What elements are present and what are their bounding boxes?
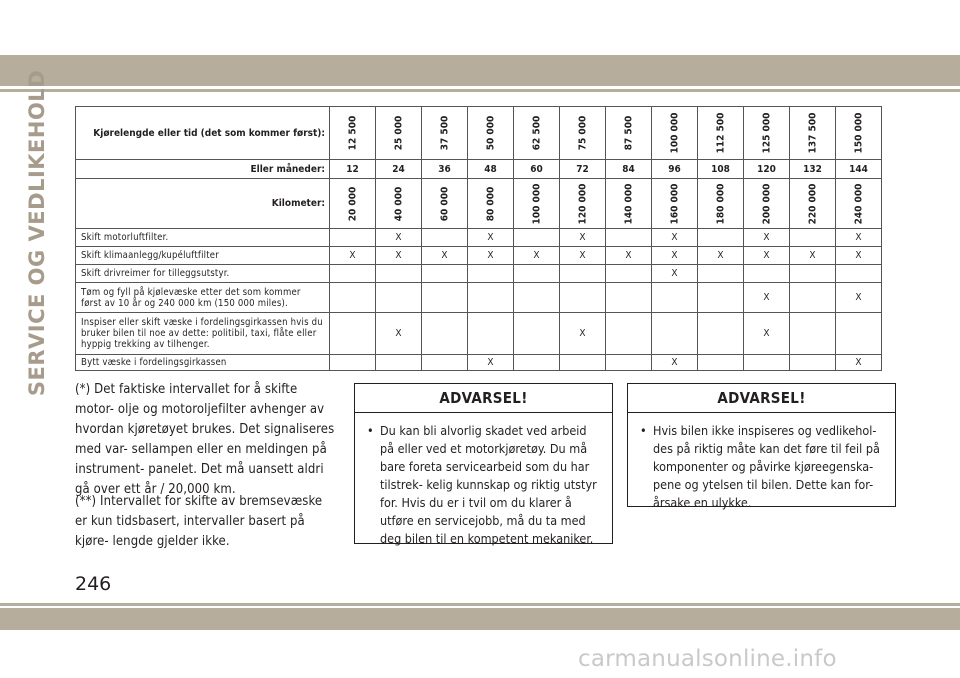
header-rule bbox=[0, 89, 960, 92]
service-mark-cell bbox=[422, 265, 468, 283]
service-mark-cell bbox=[422, 355, 468, 371]
service-mark-cell: X bbox=[422, 247, 468, 265]
service-mark-cell bbox=[698, 265, 744, 283]
section-side-title-text: SERVICE OG VEDLIKEHOLD bbox=[25, 69, 49, 397]
months-value: 72 bbox=[560, 160, 606, 179]
km-header-cell bbox=[468, 179, 514, 229]
footnote-oil-interval: (*) Det faktiske intervallet for å skifte motor- olje og motoroljefilter avhenger av hvordan kjøretøyet brukes. Det signaliseres med var- sellampen eller en meldingen på instrument- panelet. Det må uansett aldri gå over ett år / 20,000 km. bbox=[75, 382, 335, 497]
service-mark-cell bbox=[468, 313, 514, 355]
km-value: 180 000 bbox=[715, 183, 726, 224]
service-mark-cell: X bbox=[744, 283, 790, 313]
odometer-header-cell bbox=[468, 107, 514, 160]
warning-body-2 bbox=[628, 413, 895, 512]
row-label-odometer: Kjørelengde eller tid (det som kommer først): bbox=[76, 107, 330, 160]
km-value: 220 000 bbox=[807, 183, 818, 224]
service-item-label: Tøm og fyll på kjølevæske etter det som kommer først av 10 år og 240 000 km (150 000 miles). bbox=[76, 283, 330, 313]
service-mark-cell bbox=[330, 355, 376, 371]
odometer-value: 137 500 bbox=[807, 112, 818, 154]
km-header-cell bbox=[560, 179, 606, 229]
odometer-header-cell bbox=[514, 107, 560, 160]
service-mark-cell bbox=[514, 355, 560, 371]
km-value: 200 000 bbox=[761, 183, 772, 224]
header-band bbox=[0, 55, 960, 86]
footnote-brake-fluid: (**) Intervallet for skifte av bremsevæske er kun tidsbasert, intervaller basert på kjøre- lengde gjelder ikke. bbox=[75, 494, 323, 549]
service-mark-cell bbox=[560, 265, 606, 283]
row-label-months: Eller måneder: bbox=[76, 160, 330, 179]
months-value: 12 bbox=[330, 160, 376, 179]
odometer-value: 37 500 bbox=[439, 115, 450, 151]
odometer-value: 150 000 bbox=[853, 112, 864, 154]
service-mark-cell bbox=[422, 283, 468, 313]
months-value: 144 bbox=[836, 160, 882, 179]
months-value: 60 bbox=[514, 160, 560, 179]
service-mark-cell bbox=[698, 283, 744, 313]
service-mark-cell: X bbox=[560, 313, 606, 355]
service-mark-cell: X bbox=[836, 229, 882, 247]
service-mark-cell: X bbox=[744, 247, 790, 265]
service-mark-cell bbox=[376, 283, 422, 313]
warning-body-1 bbox=[355, 413, 612, 548]
odometer-value: 75 000 bbox=[577, 115, 588, 151]
odometer-header-cell bbox=[652, 107, 698, 160]
service-mark-cell bbox=[606, 283, 652, 313]
service-mark-cell bbox=[330, 283, 376, 313]
service-item-label: Skift klimaanlegg/kupéluftfilter bbox=[76, 247, 330, 265]
km-value: 140 000 bbox=[623, 183, 634, 224]
table-row bbox=[76, 229, 882, 247]
service-mark-cell bbox=[836, 265, 882, 283]
odometer-value: 12 500 bbox=[347, 115, 358, 151]
table-row-odometer bbox=[76, 107, 882, 160]
bullet-icon: • bbox=[640, 423, 647, 438]
service-mark-cell bbox=[790, 283, 836, 313]
service-mark-cell: X bbox=[836, 247, 882, 265]
odometer-value: 50 000 bbox=[485, 115, 496, 151]
odometer-value: 100 000 bbox=[669, 112, 680, 154]
service-mark-cell bbox=[330, 265, 376, 283]
km-value: 240 000 bbox=[853, 183, 864, 224]
table-row-months bbox=[76, 160, 882, 179]
months-value: 96 bbox=[652, 160, 698, 179]
warning-text-1: Du kan bli alvorlig skadet ved arbeid på eller ved et motorkjøretøy. Du må bare foreta servicearbeid som du har tilstrek- kelig kunnskap og riktig utstyr for. Hvis du er i tvil om du klarer å utføre en servicejobb, må du ta med deg bilen til en kompetent mekaniker. bbox=[380, 423, 597, 546]
service-mark-cell bbox=[422, 313, 468, 355]
odometer-header-cell bbox=[790, 107, 836, 160]
warning-box-1 bbox=[354, 383, 613, 544]
odometer-header-cell bbox=[560, 107, 606, 160]
odometer-header-cell bbox=[744, 107, 790, 160]
service-item-label: Bytt væske i fordelingsgirkassen bbox=[76, 355, 330, 371]
service-mark-cell bbox=[330, 313, 376, 355]
months-value: 84 bbox=[606, 160, 652, 179]
service-mark-cell bbox=[560, 283, 606, 313]
section-side-title bbox=[22, 69, 52, 397]
service-mark-cell bbox=[468, 283, 514, 313]
service-mark-cell: X bbox=[652, 229, 698, 247]
km-header-cell bbox=[330, 179, 376, 229]
service-mark-cell bbox=[606, 355, 652, 371]
service-mark-cell: X bbox=[836, 283, 882, 313]
warning-box-2 bbox=[627, 383, 896, 510]
service-item-label: Inspiser eller skift væske i fordelingsgirkassen hvis du bruker bilen til noe av dette: politibil, taxi, flåte eller hyppig trekking av tilhenger. bbox=[76, 313, 330, 355]
odometer-header-cell bbox=[836, 107, 882, 160]
maintenance-schedule-table bbox=[75, 106, 882, 371]
service-mark-cell bbox=[330, 229, 376, 247]
service-mark-cell bbox=[836, 313, 882, 355]
service-mark-cell bbox=[698, 313, 744, 355]
service-mark-cell: X bbox=[560, 229, 606, 247]
service-mark-cell: X bbox=[606, 247, 652, 265]
warning-text-2: Hvis bilen ikke inspiseres og vedlikehol- des på riktig måte kan det føre til feil på komponenter og påvirke kjøreegenska- pene og ytelsen til bilen. Dette kan for- årsake en ulykke. bbox=[653, 423, 880, 510]
service-mark-cell bbox=[376, 355, 422, 371]
service-mark-cell: X bbox=[330, 247, 376, 265]
table-row bbox=[76, 283, 882, 313]
service-mark-cell: X bbox=[376, 247, 422, 265]
service-mark-cell bbox=[560, 355, 606, 371]
odometer-header-cell bbox=[698, 107, 744, 160]
service-mark-cell: X bbox=[744, 229, 790, 247]
odometer-value: 62 500 bbox=[531, 115, 542, 151]
service-mark-cell: X bbox=[376, 229, 422, 247]
service-item-label: Skift drivreimer for tilleggsutstyr. bbox=[76, 265, 330, 283]
months-value: 36 bbox=[422, 160, 468, 179]
service-mark-cell bbox=[652, 283, 698, 313]
odometer-value: 112 500 bbox=[715, 112, 726, 154]
service-mark-cell bbox=[744, 355, 790, 371]
service-mark-cell bbox=[790, 313, 836, 355]
table-row-km bbox=[76, 179, 882, 229]
service-mark-cell bbox=[468, 265, 514, 283]
months-value: 132 bbox=[790, 160, 836, 179]
service-mark-cell: X bbox=[652, 247, 698, 265]
row-label-km: Kilometer: bbox=[76, 179, 330, 229]
service-mark-cell bbox=[514, 283, 560, 313]
odometer-header-cell bbox=[376, 107, 422, 160]
service-mark-cell bbox=[422, 229, 468, 247]
km-value: 100 000 bbox=[531, 183, 542, 224]
service-mark-cell: X bbox=[790, 247, 836, 265]
watermark: carmanualsonline.info bbox=[578, 646, 837, 672]
km-value: 60 000 bbox=[439, 186, 450, 221]
table-row bbox=[76, 265, 882, 283]
km-header-cell bbox=[836, 179, 882, 229]
service-mark-cell bbox=[698, 355, 744, 371]
odometer-value: 87 500 bbox=[623, 115, 634, 151]
warning-title-2: ADVARSEL! bbox=[628, 384, 895, 413]
service-mark-cell bbox=[514, 265, 560, 283]
service-mark-cell bbox=[790, 355, 836, 371]
km-header-cell bbox=[698, 179, 744, 229]
odometer-header-cell bbox=[330, 107, 376, 160]
service-mark-cell: X bbox=[652, 265, 698, 283]
months-value: 24 bbox=[376, 160, 422, 179]
service-mark-cell bbox=[744, 265, 790, 283]
service-mark-cell: X bbox=[468, 247, 514, 265]
km-header-cell bbox=[606, 179, 652, 229]
service-mark-cell: X bbox=[514, 247, 560, 265]
km-header-cell bbox=[790, 179, 836, 229]
table-row bbox=[76, 247, 882, 265]
service-mark-cell bbox=[606, 265, 652, 283]
months-value: 48 bbox=[468, 160, 514, 179]
odometer-value: 25 000 bbox=[393, 115, 404, 151]
service-mark-cell: X bbox=[468, 355, 514, 371]
odometer-header-cell bbox=[606, 107, 652, 160]
bullet-icon: • bbox=[367, 423, 374, 438]
service-mark-cell bbox=[514, 229, 560, 247]
service-mark-cell: X bbox=[836, 355, 882, 371]
km-value: 40 000 bbox=[393, 186, 404, 221]
km-header-cell bbox=[514, 179, 560, 229]
table-row bbox=[76, 313, 882, 355]
service-mark-cell: X bbox=[744, 313, 790, 355]
service-mark-cell bbox=[606, 229, 652, 247]
service-mark-cell bbox=[698, 229, 744, 247]
service-mark-cell: X bbox=[376, 313, 422, 355]
warning-title-1: ADVARSEL! bbox=[355, 384, 612, 413]
service-mark-cell bbox=[790, 265, 836, 283]
km-header-cell bbox=[422, 179, 468, 229]
months-value: 120 bbox=[744, 160, 790, 179]
service-item-label: Skift motorluftfilter. bbox=[76, 229, 330, 247]
table-row bbox=[76, 355, 882, 371]
service-mark-cell bbox=[606, 313, 652, 355]
service-mark-cell: X bbox=[698, 247, 744, 265]
km-header-cell bbox=[652, 179, 698, 229]
footer-band bbox=[0, 608, 960, 630]
footer-rule bbox=[0, 603, 960, 606]
km-header-cell bbox=[744, 179, 790, 229]
service-mark-cell: X bbox=[652, 355, 698, 371]
km-value: 80 000 bbox=[485, 186, 496, 221]
service-mark-cell: X bbox=[468, 229, 514, 247]
page-number: 246 bbox=[75, 573, 112, 595]
service-mark-cell: X bbox=[560, 247, 606, 265]
km-value: 20 000 bbox=[347, 186, 358, 221]
km-value: 120 000 bbox=[577, 183, 588, 224]
months-value: 108 bbox=[698, 160, 744, 179]
km-value: 160 000 bbox=[669, 183, 680, 224]
odometer-value: 125 000 bbox=[761, 112, 772, 154]
odometer-header-cell bbox=[422, 107, 468, 160]
service-mark-cell bbox=[790, 229, 836, 247]
service-mark-cell bbox=[652, 313, 698, 355]
service-mark-cell bbox=[376, 265, 422, 283]
service-mark-cell bbox=[514, 313, 560, 355]
km-header-cell bbox=[376, 179, 422, 229]
